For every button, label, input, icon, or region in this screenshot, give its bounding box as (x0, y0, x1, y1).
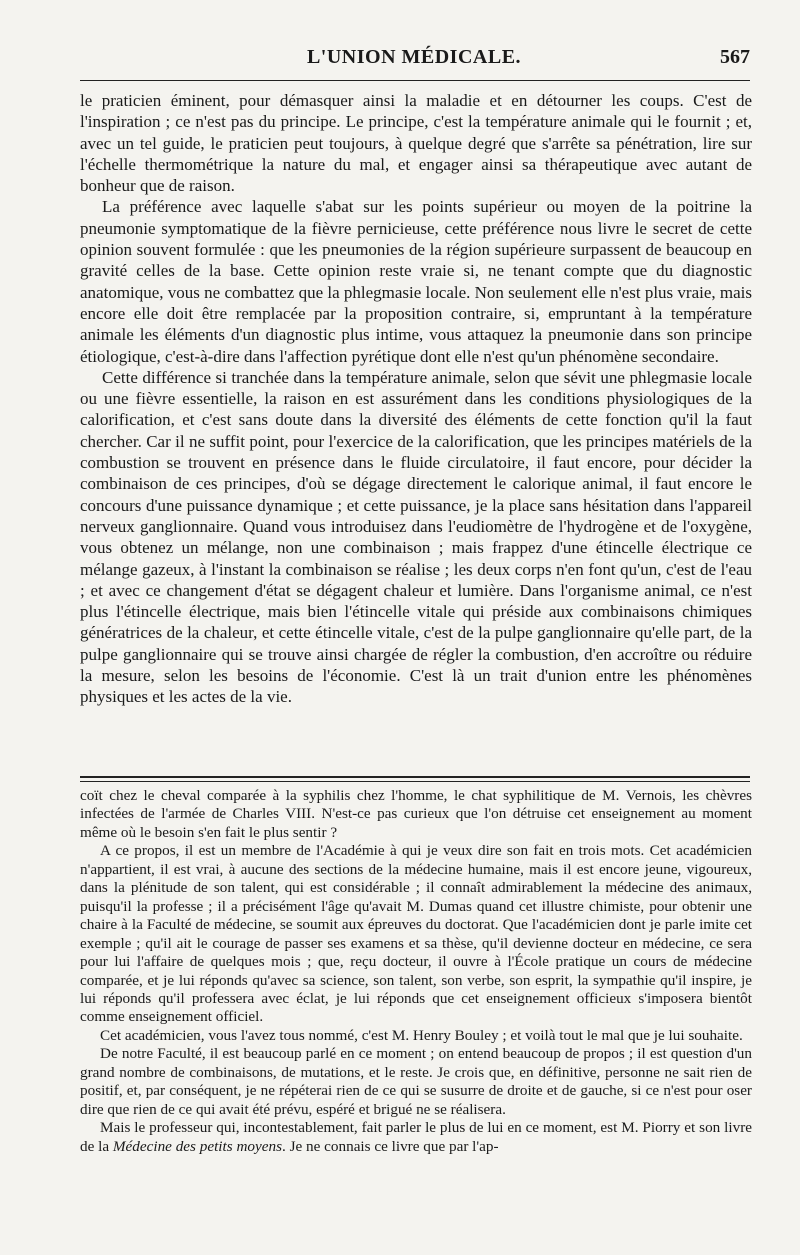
feuilleton-text: Mais le professeur qui, incontestablement, fait parler le plus de lui en ce moment, est M. Piorry et son livre de la (80, 1119, 752, 1155)
article-paragraph: La préférence avec laquelle s'abat sur les points supérieur ou moyen de la poitrine la pneumonie symptomatique de la fièvre pernicieuse, cette préférence nous livre le secret de cette opinion souvent formulée : que les pneumonies de la région supérieure surpassent de beaucoup en gravité celles de la base. Cette opinion reste vraie si, ne tenant compte que du diagnostic anatomique, vous ne combattez que la phlegmasie locale. Non seulement elle n'est plus vraie, mais encore elle doit être remplacée par la proposition contraire, si, empruntant à la température animale les éléments d'un diagnostic plus intime, vous attaquez la pneumonie dans son principe étiologique, c'est-à-dire dans l'affection pyrétique dont elle n'est qu'un phénomène secondaire. (80, 197, 752, 366)
feuilleton-separator (80, 776, 750, 782)
feuilleton-paragraph: Cet académicien, vous l'avez tous nommé, c'est M. Henry Bouley ; et voilà tout le mal que je lui souhaite. (100, 1026, 743, 1044)
article-paragraph: Cette différence si tranchée dans la température animale, selon que sévit une phlegmasie locale ou une fièvre essentielle, la raison en est assurément dans les conditions physiologiques de la calorification, et c'est sans doute dans la diversité des éléments de cette fonction qu'il la faut chercher. Car il ne suffit point, pour l'exercice de la calorification, que les principes matériels de la combustion se trouvent en présence dans le fluide circulatoire, il faut encore, pour décider la combinaison de ces principes, d'où se dégage directement le calorique animal, il faut encore le concours d'une puissance dynamique ; et cette puissance, je la place sans hésitation dans l'appareil nerveux ganglionnaire. Quand vous introduisez dans l'eudiomètre de l'hydrogène et de l'oxygène, vous obtenez un mélange, non une combinaison ; mais frappez d'une étincelle électrique ce mélange gazeux, à l'instant la combinaison se réalise ; les deux corps n'en font qu'un, c'est de l'eau ; et avec ce changement d'état se dégagent chaleur et lumière. Dans l'organisme animal, ce n'est plus l'étincelle électrique, mais bien l'étincelle vitale qui préside aux combinaisons chimiques génératrices de la chaleur, et cette étincelle vitale, c'est de la pulpe ganglionnaire qu'elle part, de la pulpe ganglionnaire qui se trouve ainsi chargée de régler la combustion, d'en accroître ou réduire la mesure, selon les besoins de l'économie. C'est là un trait d'union entre les phénomènes physiques et les actes de la vie. (80, 367, 752, 707)
feuilleton-text: . Je ne connais ce livre que par l'ap- (282, 1137, 499, 1155)
feuilleton-paragraph: De notre Faculté, il est beaucoup parlé en ce moment ; on entend beaucoup de propos ; il est question d'un grand nombre de combinaisons, de mutations, et le reste. Je crois que, en définitive, personne ne sait rien de positif, et, par conséquent, je ne répéterai rien de ce qui se susurre de droite et de gauche, si ce n'est pour oser dire que rien de ce qui avait été prévu, espéré et brigué ne se réalisera. (80, 1045, 752, 1118)
main-article (80, 90, 752, 708)
page-number: 567 (720, 46, 750, 68)
article-paragraph: le praticien éminent, pour démasquer ainsi la maladie et en détourner les coups. C'est de l'inspiration ; ce n'est pas du principe. Le principe, c'est la température animale qui le fournit ; et, avec un tel guide, le praticien peut toujours, à quelque degré que s'arrête sa pénétration, lire sur l'échelle thermométrique la nature du mal, et engager ainsi sa thérapeutique avec autant de bonheur que de raison. (80, 91, 752, 196)
feuilleton-paragraph (80, 1119, 752, 1156)
feuilleton-section (80, 787, 752, 1156)
header-rule (80, 80, 750, 81)
book-title: Médecine des petits moyens (112, 1137, 282, 1155)
running-title: L'UNION MÉDICALE. (306, 46, 522, 68)
feuilleton-paragraph: A ce propos, il est un membre de l'Académie à qui je veux dire son fait en trois mots. Cet académicien n'appartient, il est vrai, à aucune des sections de la médecine humaine, mais il est encore jeune, vigoureux, dans la plénitude de son talent, qui est considérable ; il connaît admirablement la médecine des animaux, puisqu'il la professe ; il a précisément l'âge qu'avait M. Dumas quand cet illustre chimiste, pour obtenir une chaire à la Faculté de médecine, se soumit aux épreuves du doctorat. Que l'académicien dont je parle imite cet exemple ; qu'il ait le courage de passer ses examens et sa thèse, qu'il devienne docteur en médecine, ce sera pour lui l'affaire de quelques mois ; que, reçu docteur, il ouvre à l'École pratique un cours de médecine comparée, et je lui réponds qu'avec sa science, son talent, son verbe, son esprit, la sympathie qu'il inspire, je lui réponds qu'il professera avec éclat, je lui réponds que cet enseignement officieux s'imposera bientôt comme enseignement officiel. (80, 842, 752, 1026)
feuilleton-paragraph: coït chez le cheval comparée à la syphilis chez l'homme, le chat syphilitique de M. Vernois, les chèvres infectées de l'armée de Charles VIII. N'est-ce pas curieux que l'on détruise cet enseignement au moment même où le besoin s'en fait le plus sentir ? (80, 787, 752, 841)
page-header (78, 44, 750, 74)
